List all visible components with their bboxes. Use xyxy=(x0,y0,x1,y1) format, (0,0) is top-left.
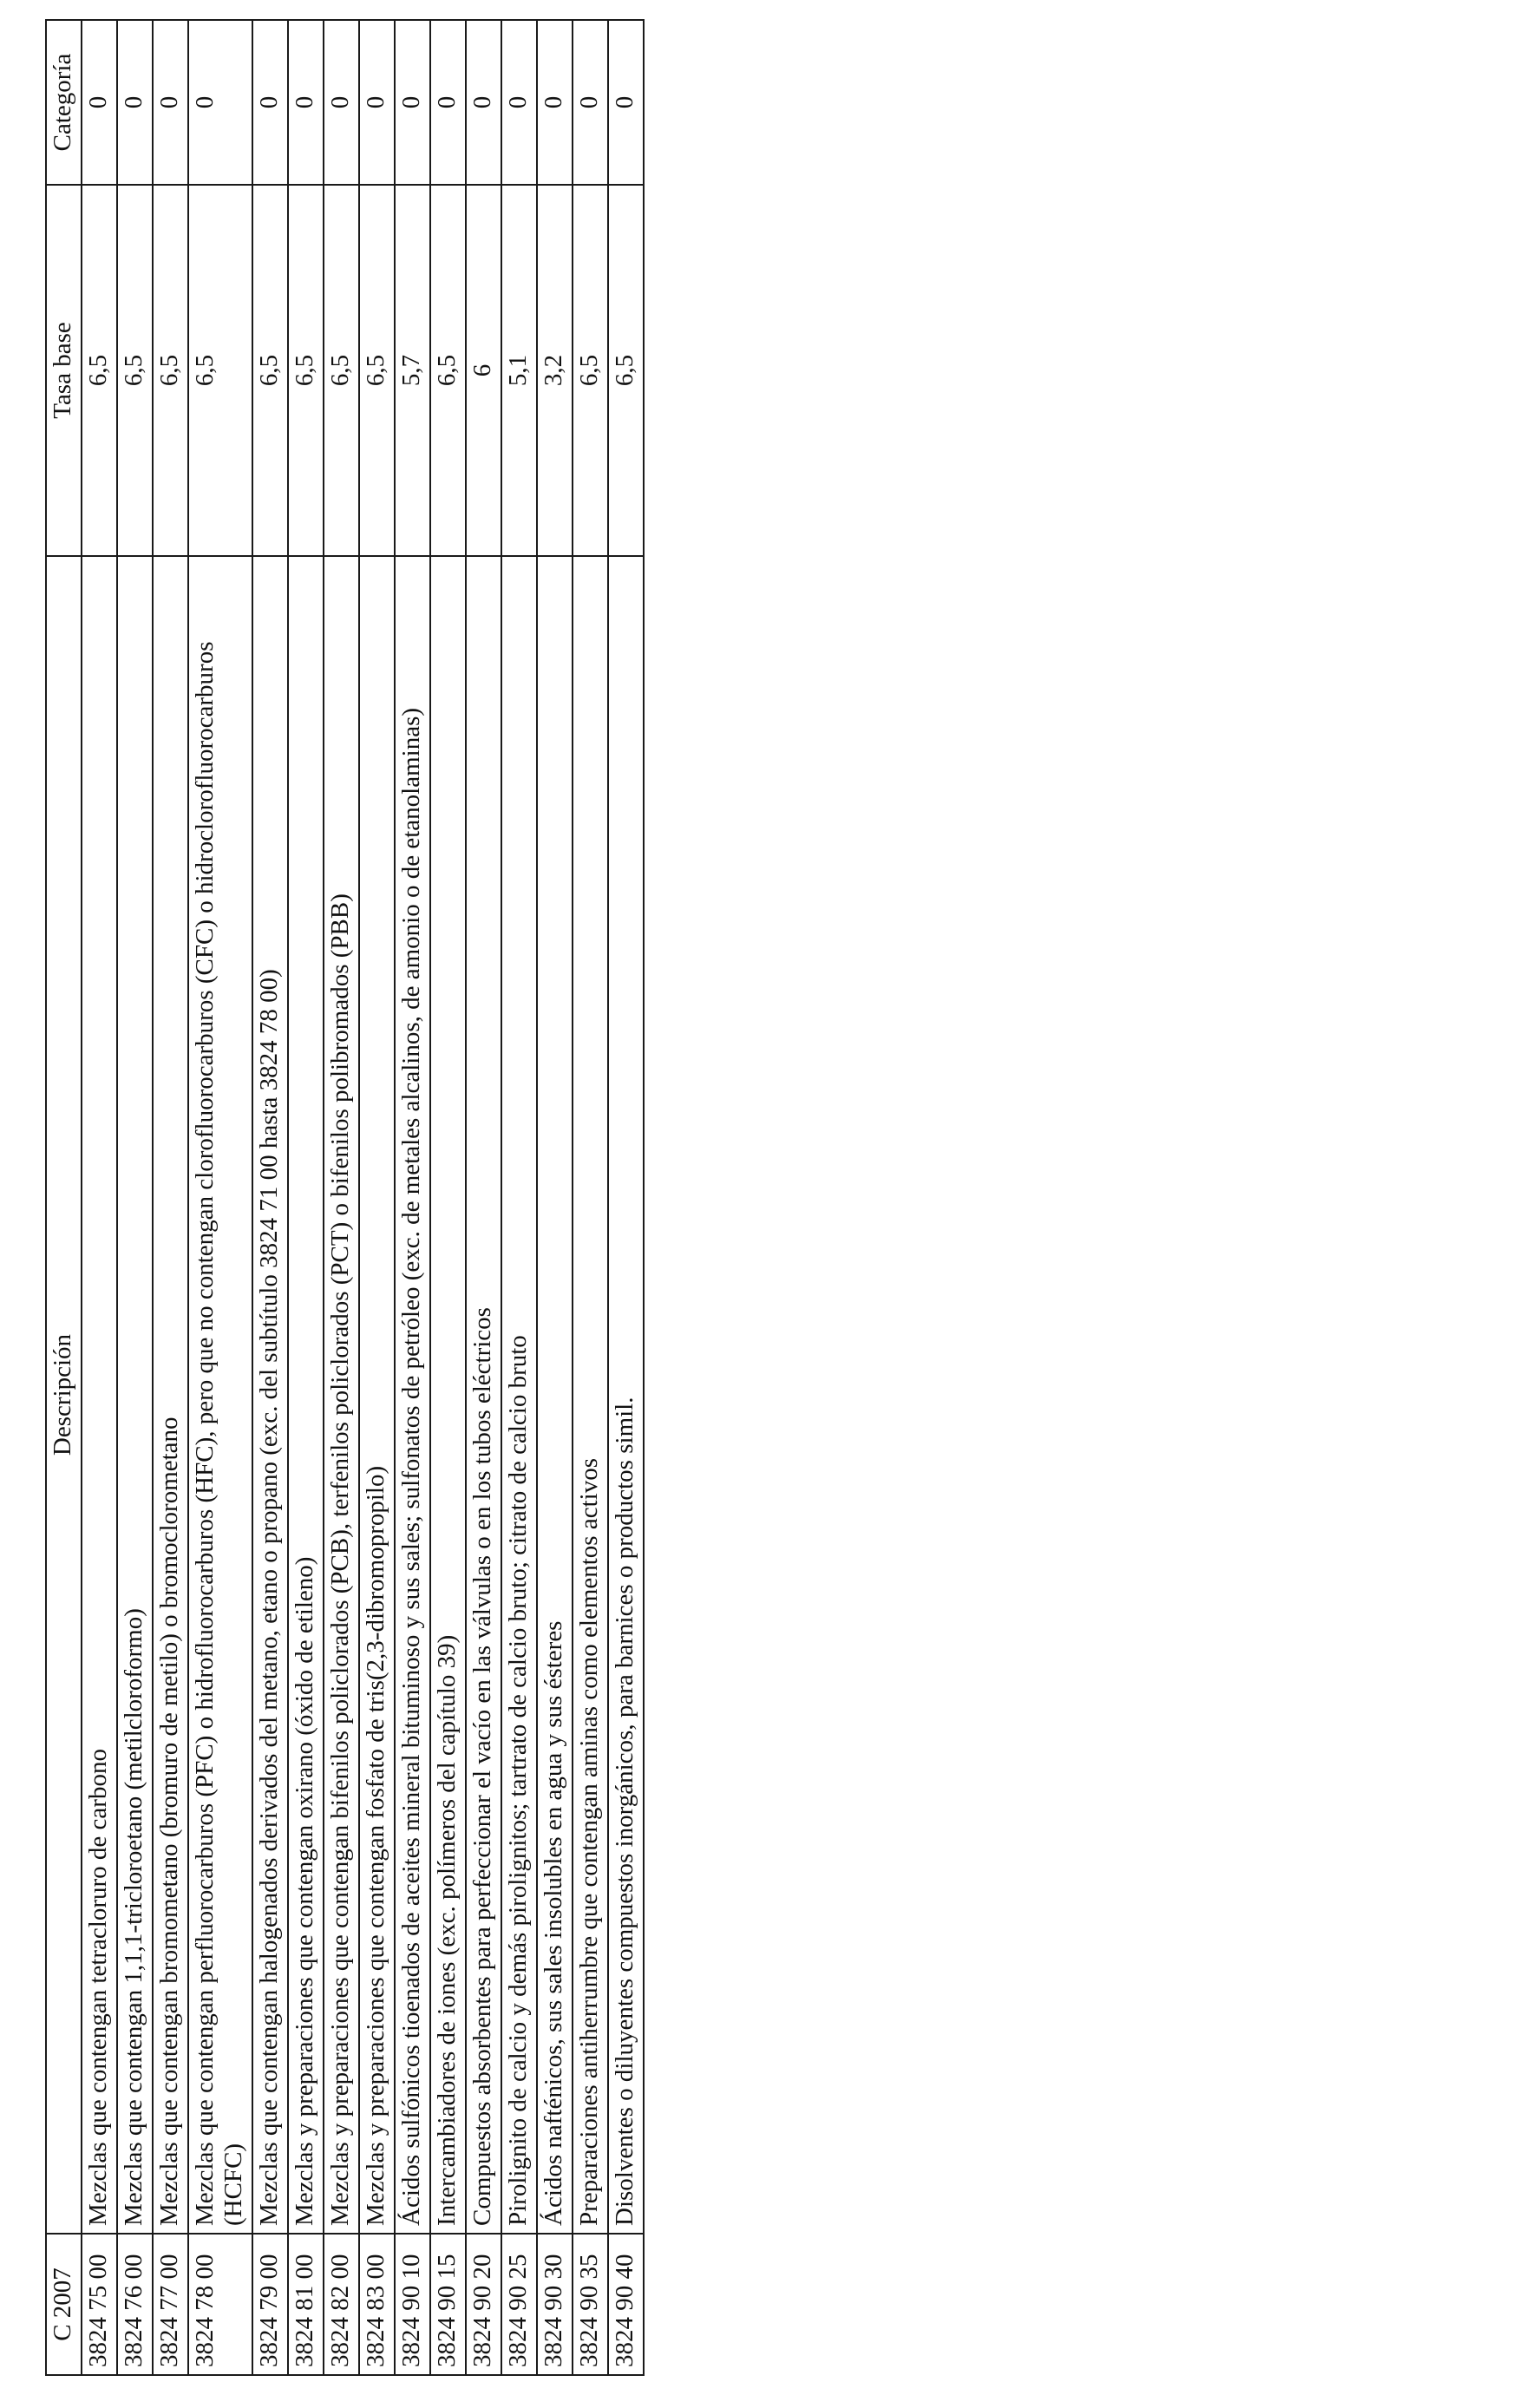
cell-description: Ácidos nafténicos, sus sales insolubles en agua y sus ésteres xyxy=(537,556,573,2234)
cell-description: Preparaciones antiherrumbre que contengan aminas como elementos activos xyxy=(573,556,608,2234)
table-row xyxy=(252,20,288,2375)
cell-description: Mezclas y preparaciones que contengan fosfato de tris(2,3-dibromopropilo) xyxy=(359,556,395,2234)
table-row xyxy=(324,20,359,2375)
cell-description: Mezclas que contengan bromometano (bromuro de metilo) o bromoclorometano xyxy=(153,556,188,2234)
table-row xyxy=(82,20,117,2375)
cell-rate: 6,5 xyxy=(359,185,395,556)
cell-description: Mezclas y preparaciones que contengan oxirano (óxido de etileno) xyxy=(288,556,324,2234)
cell-category: 0 xyxy=(117,20,153,185)
table-row xyxy=(359,20,395,2375)
table-row xyxy=(188,20,252,2375)
table-row xyxy=(430,20,466,2375)
cell-category: 0 xyxy=(359,20,395,185)
table-header-row xyxy=(46,20,82,2375)
cell-description: Compuestos absorbentes para perfeccionar el vacío en las válvulas o en los tubos eléctricos xyxy=(466,556,501,2234)
cell-description: Ácidos sulfónicos tioenados de aceites mineral bituminoso y sus sales; sulfonatos de petróleo (exc. de metales alcalinos, de amonio o de etanolaminas) xyxy=(395,556,430,2234)
cell-code: 3824 75 00 xyxy=(82,2234,117,2375)
cell-code: 3824 77 00 xyxy=(153,2234,188,2375)
cell-category: 0 xyxy=(252,20,288,185)
cell-description: Pirolignito de calcio y demás pirolignitos; tartrato de calcio bruto; citrato de calcio bruto xyxy=(501,556,537,2234)
cell-category: 0 xyxy=(501,20,537,185)
table-row xyxy=(117,20,153,2375)
cell-code: 3824 90 30 xyxy=(537,2234,573,2375)
table-row xyxy=(395,20,430,2375)
cell-code: 3824 76 00 xyxy=(117,2234,153,2375)
header-category: Categoría xyxy=(46,20,82,185)
table-row xyxy=(466,20,501,2375)
cell-category: 0 xyxy=(188,20,252,185)
cell-code: 3824 78 00 xyxy=(188,2234,252,2375)
cell-rate: 6,5 xyxy=(252,185,288,556)
cell-code: 3824 79 00 xyxy=(252,2234,288,2375)
cell-rate: 5,7 xyxy=(395,185,430,556)
cell-rate: 6,5 xyxy=(573,185,608,556)
table-row xyxy=(153,20,188,2375)
cell-category: 0 xyxy=(573,20,608,185)
cell-description: Intercambiadores de iones (exc. polímeros del capítulo 39) xyxy=(430,556,466,2234)
table-row xyxy=(573,20,608,2375)
cell-rate: 6 xyxy=(466,185,501,556)
cell-code: 3824 90 10 xyxy=(395,2234,430,2375)
cell-rate: 5,1 xyxy=(501,185,537,556)
cell-rate: 6,5 xyxy=(188,185,252,556)
cell-category: 0 xyxy=(395,20,430,185)
cell-category: 0 xyxy=(537,20,573,185)
table-row xyxy=(608,20,644,2375)
cell-rate: 6,5 xyxy=(324,185,359,556)
table-row xyxy=(537,20,573,2375)
cell-rate: 3,2 xyxy=(537,185,573,556)
cell-category: 0 xyxy=(608,20,644,185)
cell-rate: 6,5 xyxy=(153,185,188,556)
cell-code: 3824 83 00 xyxy=(359,2234,395,2375)
cell-code: 3824 90 40 xyxy=(608,2234,644,2375)
table-row xyxy=(288,20,324,2375)
header-code: C 2007 xyxy=(46,2234,82,2375)
cell-description: Mezclas que contengan tetracloruro de carbono xyxy=(82,556,117,2234)
cell-description: Disolventes o diluyentes compuestos inorgánicos, para barnices o productos simil. xyxy=(608,556,644,2234)
cell-category: 0 xyxy=(82,20,117,185)
cell-code: 3824 90 20 xyxy=(466,2234,501,2375)
table-row xyxy=(501,20,537,2375)
cell-code: 3824 90 35 xyxy=(573,2234,608,2375)
header-rate: Tasa base xyxy=(46,185,82,556)
header-description: Descripción xyxy=(46,556,82,2234)
cell-category: 0 xyxy=(466,20,501,185)
rotated-page xyxy=(45,21,645,2376)
cell-code: 3824 90 25 xyxy=(501,2234,537,2375)
cell-category: 0 xyxy=(430,20,466,185)
cell-description: Mezclas que contengan 1,1,1-tricloroetano (metilcloroformo) xyxy=(117,556,153,2234)
cell-code: 3824 81 00 xyxy=(288,2234,324,2375)
cell-rate: 6,5 xyxy=(82,185,117,556)
tariff-table xyxy=(45,19,645,2376)
cell-code: 3824 90 15 xyxy=(430,2234,466,2375)
cell-category: 0 xyxy=(324,20,359,185)
cell-description: Mezclas que contengan perfluorocarburos (PFC) o hidrofluorocarburos (HFC), pero que no contengan clorofluorocarburos (CFC) o hidroclorofluorocarburos (HCFC) xyxy=(188,556,252,2234)
cell-rate: 6,5 xyxy=(430,185,466,556)
cell-description: Mezclas y preparaciones que contengan bifenilos policlorados (PCB), terfenilos policlorados (PCT) o bifenilos polibromados (PBB) xyxy=(324,556,359,2234)
cell-code: 3824 82 00 xyxy=(324,2234,359,2375)
cell-category: 0 xyxy=(288,20,324,185)
cell-rate: 6,5 xyxy=(117,185,153,556)
cell-category: 0 xyxy=(153,20,188,185)
cell-rate: 6,5 xyxy=(608,185,644,556)
cell-rate: 6,5 xyxy=(288,185,324,556)
cell-description: Mezclas que contengan halogenados derivados del metano, etano o propano (exc. del subtítulo 3824 71 00 hasta 3824 78 00) xyxy=(252,556,288,2234)
